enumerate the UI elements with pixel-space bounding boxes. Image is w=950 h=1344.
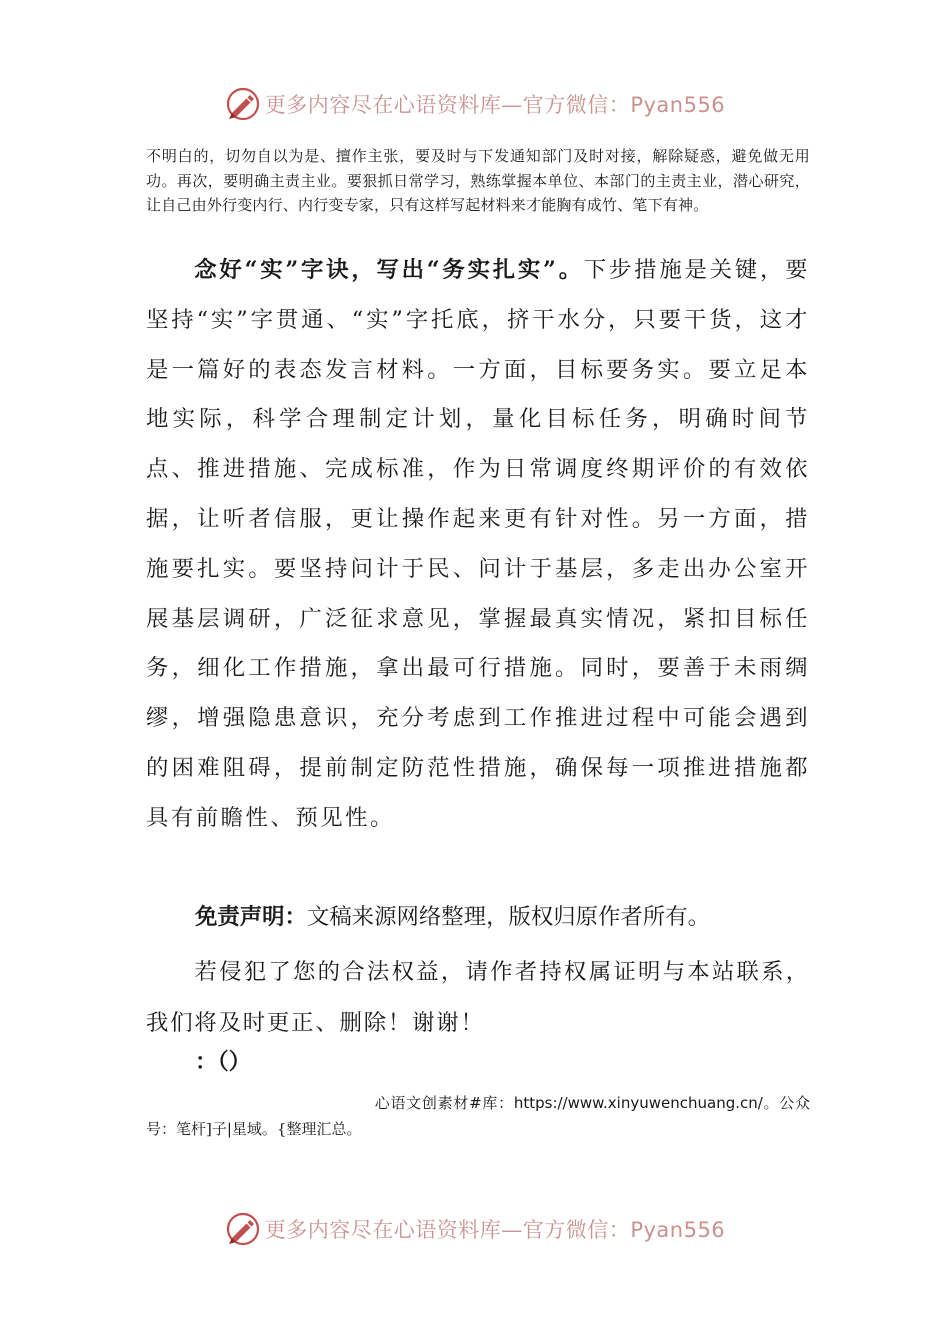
header-wechat-id: Pyan556	[630, 93, 726, 117]
source-note: 心语文创素材#库：https://www.xinyuwenchuang.cn/。公众号：笔杆]子|星域。{整理汇总。	[146, 1094, 810, 1138]
footer-wechat-id: Pyan556	[630, 1218, 726, 1242]
disclaimer-line-2: 若侵犯了您的合法权益，请作者持权属证明与本站联系，我们将及时更正、删除！谢谢！	[146, 959, 810, 1036]
main-paragraph-body: 下步措施是关键，要坚持“实”字贯通、“实”字托底，挤干水分，只要干货，这才是一篇好的表态发言材料。一方面，目标要务实。要立足本地实际，科学合理制定计划，量化目标任务，明确时间节点、推进措施、完成标准，作为日常调度终期评价的有效依据，让听者信服，更让操作起来更有针对性。另一方面，措施要扎实。要坚持问计于民、问计于基层，多走出办公室开展基层调研，广泛征求意见，掌握最真实情况，紧扣目标任务，细化工作措施，拿出最可行措施。同时，要善于未雨绸缪，增强隐患意识，充分考虑到工作推进过程中可能会遇到的困难阻碍，提前制定防范性措施，确保每一项推进措施都具有前瞻性、预见性。	[146, 257, 810, 831]
header-banner	[0, 84, 950, 124]
footer-banner	[0, 1209, 950, 1249]
footer-banner-text: 更多内容尽在心语资料库—官方微信：Pyan556	[264, 1218, 726, 1242]
main-paragraph	[146, 246, 810, 844]
source-url-link[interactable]: https://www.xinyuwenchuang.cn/	[513, 1094, 763, 1112]
header-banner-text: 更多内容尽在心语资料库—官方微信：Pyan556	[264, 93, 726, 117]
disclaimer-label: 免责声明：	[195, 904, 307, 930]
intro-paragraph: 不明白的，切勿自以为是、擅作主张，要及时与下发通知部门及时对接，解除疑惑，避免做无用功。再次，要明确主责主业。要狠抓日常学习，熟练掌握本单位、本部门的主责主业，潜心研究，让自己由外行变内行、内行变专家，只有这样写起材料来才能胸有成竹、笔下有神。	[146, 147, 810, 214]
colon-line: ：（）	[195, 1049, 251, 1075]
disclaimer-line-1: 免责声明：文稿来源网络整理，版权归原作者所有。	[195, 904, 710, 930]
main-paragraph-heading: 念好“实”字诀，写出“务实扎实”。	[194, 257, 584, 283]
pen-logo-icon	[225, 1211, 261, 1247]
pen-logo-icon	[225, 86, 261, 122]
